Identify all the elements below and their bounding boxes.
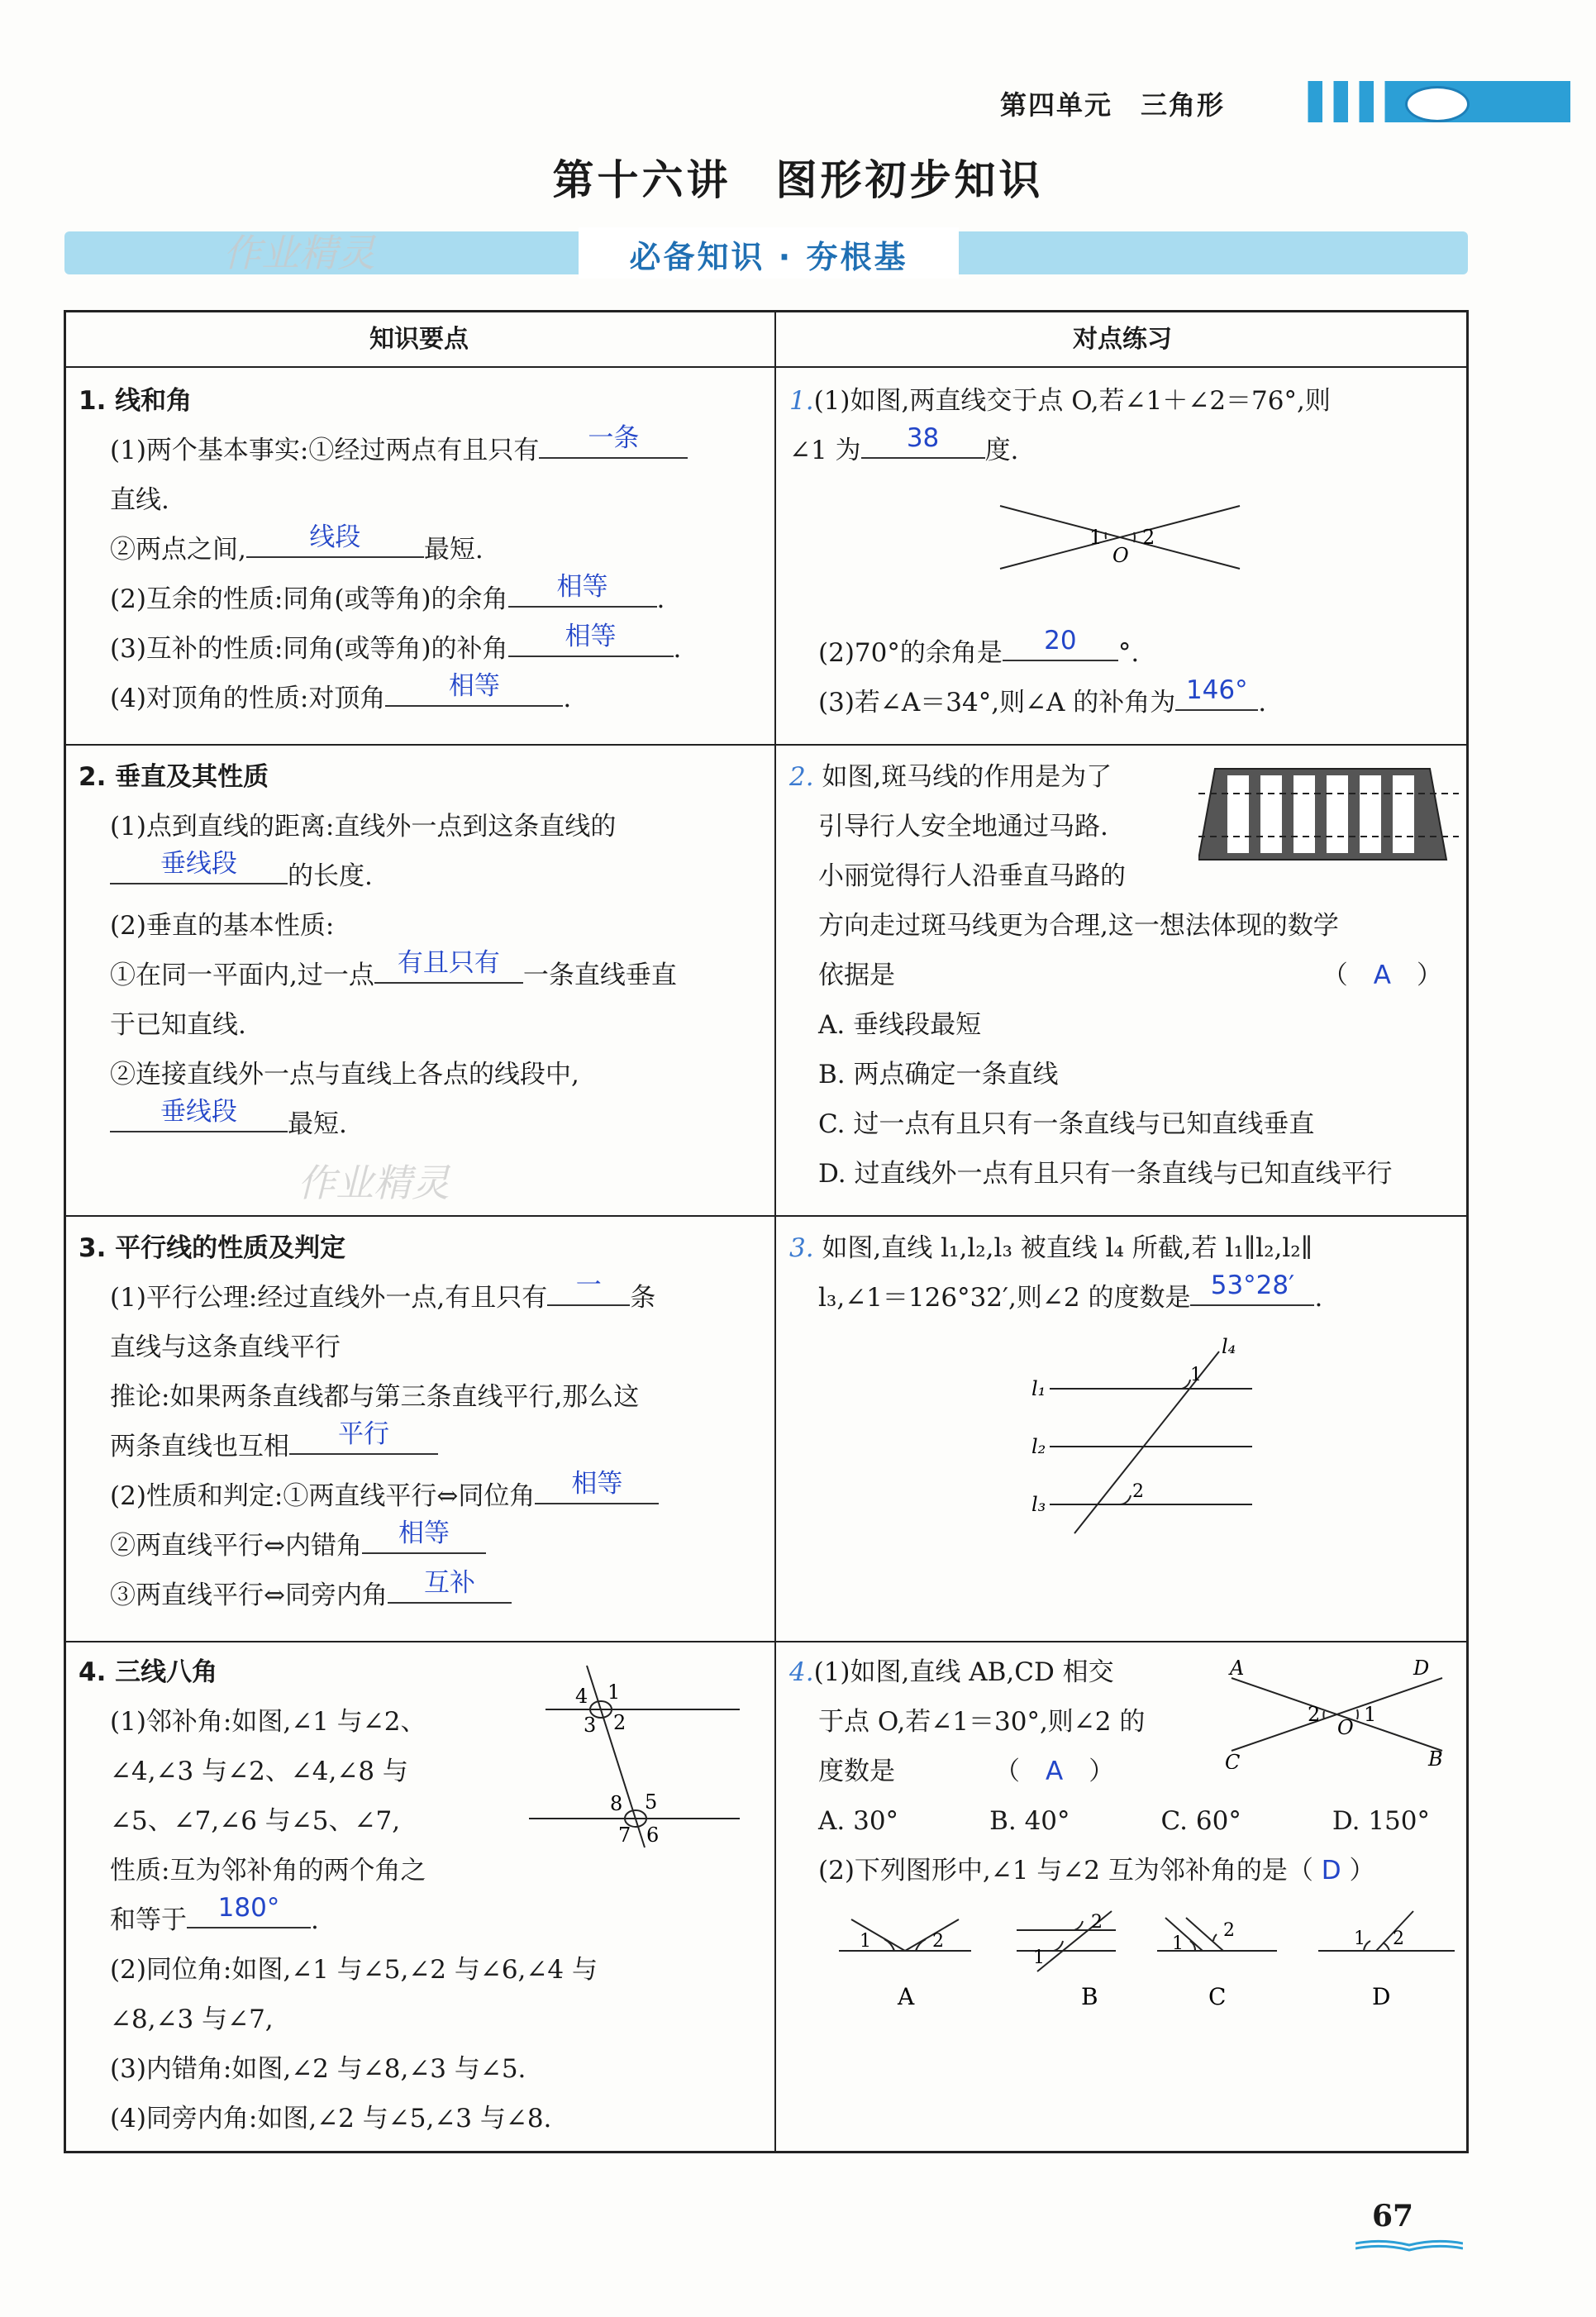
fig-label: l₂ <box>1031 1435 1046 1458</box>
fig-label: C <box>1225 1751 1241 1769</box>
option-label: A <box>898 1983 915 2010</box>
answer-blank[interactable]: 相等 <box>385 675 563 707</box>
fig-label: 6 <box>646 1824 660 1847</box>
fig-label: 7 <box>618 1824 631 1847</box>
parallel-lines-figure <box>1025 1335 1273 1542</box>
header-knowledge: 知识要点 <box>369 325 469 354</box>
fig-label: D <box>1413 1657 1430 1680</box>
fig-label: 3 <box>584 1714 597 1737</box>
row-divider <box>64 1215 1469 1217</box>
lecture-title: 第十六讲 图形初步知识 <box>552 155 1044 204</box>
column-divider <box>774 310 776 2153</box>
svg-text:2: 2 <box>1393 1928 1404 1949</box>
section-2: 2. 垂直及其性质 (1)点到直线的距离:直线外一点到这条直线的 垂线段 的长度. (2)垂直的基本性质: ①在同一平面内,过一点 有且只有 一条直线垂直 于已知直线. ②连接直线外一点与直线上各点的线段中, 垂线段 最短. <box>79 762 677 1139</box>
section-4: 4. 三线八角 (1)邻补角:如图,∠1 与∠2、 ∠4,∠3 与∠2、∠4,∠8 与 ∠5、∠7,∠6 与∠5、∠7, 性质:互为邻补角的两个角之 和等于 180° . (2)同位角:如图,∠1 与∠5,∠2 与∠6,∠4 与 ∠8,∠3 与∠7, (3)内错角:如图,∠2 与∠8,∠3 与∠5. (4)同旁内角:如图,∠2 与∠5,∠3 与∠8. <box>79 1657 598 2133</box>
choice-answer: A <box>1373 961 1391 990</box>
fig-label: 5 <box>645 1790 658 1814</box>
fig-label: 1 <box>607 1681 621 1704</box>
fig-label: 4 <box>575 1685 588 1708</box>
svg-text:2: 2 <box>932 1931 944 1952</box>
fig-label: 2 <box>613 1711 626 1734</box>
fig-label: 2 <box>1142 526 1155 549</box>
page-number: 67 <box>1372 2199 1414 2234</box>
fig-label: l₄ <box>1222 1335 1236 1358</box>
section-3: 3. 平行线的性质及判定 (1)平行公理:经过直线外一点,有且只有 一 条 直线与这条直线平行 推论:如果两条直线都与第三条直线平行,那么这 两条直线也互相 平行 (2)性质和判定:①两直线平行⇔同位角 相等 ②两直线平行⇔内错角 相等 ③两直线平行⇔同旁内角 互补 <box>79 1223 765 1620</box>
question-1-parts: (2)70°的余角是 20 °. (3)若∠A＝34°,则∠A 的补角为 146° . <box>818 626 1267 718</box>
book-icon <box>1355 2238 1463 2253</box>
fig-label: 2 <box>1132 1481 1144 1502</box>
row-divider <box>64 366 1469 368</box>
watermark: 作业精灵 <box>298 1161 450 1205</box>
answer-blank[interactable]: 一 <box>547 1275 630 1306</box>
answer-blank[interactable]: 相等 <box>508 576 657 608</box>
svg-text:1: 1 <box>1354 1928 1365 1949</box>
answer-blank[interactable]: 相等 <box>362 1523 486 1554</box>
option-label: D <box>1372 1983 1391 2010</box>
choice-answer: D <box>1321 1856 1341 1886</box>
answer-blank[interactable]: 垂线段 <box>110 1101 288 1132</box>
fig-label: l₃ <box>1031 1493 1046 1516</box>
option-c: C. 过一点有且只有一条直线与已知直线垂直 <box>818 1109 1315 1139</box>
row-divider <box>64 744 1469 746</box>
answer-blank[interactable]: 线段 <box>246 527 424 558</box>
fig-label: A <box>1230 1657 1245 1680</box>
watermark: 作业精灵 <box>223 231 375 275</box>
fig-label: O <box>1112 544 1129 567</box>
unit-title: 第四单元 三角形 <box>1000 89 1226 121</box>
fig-label: 2 <box>1308 1703 1321 1726</box>
svg-text:1: 1 <box>860 1931 871 1952</box>
option-b: B. 40° <box>989 1806 1070 1836</box>
answer-blank[interactable]: 平行 <box>289 1423 438 1455</box>
question-4: 4.(1)如图,直线 AB,CD 相交 于点 O,若∠1＝30°,则∠2 的 度数是 （ A ） A. 30° B. 40° C. 60° D. 150° (2)下列图形中,∠1 与∠2 互为邻补角的是（ D ） <box>789 1657 1430 1886</box>
answer-blank[interactable]: 53°28′ <box>1190 1275 1314 1306</box>
option-d: D. 过直线外一点有且只有一条直线与已知直线平行 <box>818 1159 1393 1189</box>
svg-text:1: 1 <box>1033 1948 1045 1968</box>
svg-text:2: 2 <box>1091 1912 1103 1933</box>
choice-answer: A <box>1046 1757 1064 1786</box>
option-label: C <box>1208 1983 1227 2010</box>
zebra-crossing-figure <box>1198 760 1463 868</box>
banner-text: 必备知识 · 夯根基 <box>629 239 908 275</box>
adjacent-angle-options-figure <box>835 1901 1463 2017</box>
option-a: A. 垂线段最短 <box>818 1010 982 1040</box>
question-3: 3. 如图,直线 l₁,l₂,l₃ 被直线 l₄ 所截,若 l₁∥l₂,l₂∥ l₃,∠1＝126°32′,则∠2 的度数是 53°28′ . <box>789 1233 1323 1313</box>
answer-blank[interactable]: 互补 <box>388 1572 512 1604</box>
question-2: 2. 如图,斑马线的作用是为了 引导行人安全地通过马路. 小丽觉得行人沿垂直马路的 方向走过斑马线更为合理,这一想法体现的数学 依据是 （ A ） A. 垂线段最短 B. 两点确定一条直线 C. 过一点有且只有一条直线与已知直线垂直 D. 过直线外一点有且只有一条直线与已知直线平行 <box>789 752 1459 1199</box>
fig-label: l₁ <box>1031 1377 1046 1400</box>
svg-text:2: 2 <box>1223 1920 1235 1941</box>
answer-blank[interactable]: 146° <box>1175 679 1258 711</box>
header-logo <box>1405 86 1470 122</box>
option-b: B. 两点确定一条直线 <box>818 1060 1059 1089</box>
answer-blank[interactable]: 38 <box>861 427 985 459</box>
answer-blank[interactable]: 一条 <box>539 427 688 459</box>
answer-blank[interactable]: 相等 <box>535 1473 659 1504</box>
intersecting-lines-figure <box>992 496 1256 579</box>
answer-blank[interactable]: 20 <box>1003 630 1118 661</box>
answer-blank[interactable]: 垂线段 <box>110 853 288 884</box>
section-1: 1. 线和角 (1)两个基本事实:①经过两点有且只有 一条 直线. ②两点之间, 线段 最短. (2)互余的性质:同角(或等角)的余角 相等 . (3)互补的性质:同角(或等角)的补角 相等 . (4)对顶角的性质:对顶角 相等 . <box>79 376 765 723</box>
ab-cd-intersect-figure <box>1215 1653 1463 1769</box>
svg-text:1: 1 <box>1172 1933 1184 1954</box>
row-divider <box>64 1641 1469 1642</box>
fig-label: 8 <box>610 1792 623 1815</box>
option-d: D. 150° <box>1332 1806 1430 1836</box>
question-1: 1.(1)如图,两直线交于点 O,若∠1＋∠2＝76°,则 ∠1 为 38 度. <box>789 386 1331 465</box>
fig-label: 1 <box>1190 1365 1202 1385</box>
section-title: 1. 线和角 <box>79 386 193 416</box>
fig-label: O <box>1337 1716 1354 1739</box>
option-a: A. 30° <box>818 1806 899 1836</box>
option-c: C. 60° <box>1160 1806 1241 1836</box>
three-lines-eight-angles-figure <box>521 1653 752 1852</box>
answer-blank[interactable]: 相等 <box>508 626 674 657</box>
fig-label: 1 <box>1089 526 1103 549</box>
fig-label: B <box>1428 1747 1443 1769</box>
answer-blank[interactable]: 有且只有 <box>374 952 523 984</box>
option-label: B <box>1081 1983 1098 2010</box>
answer-blank[interactable]: 180° <box>187 1897 311 1928</box>
header-practice: 对点练习 <box>1073 325 1172 354</box>
fig-label: 1 <box>1364 1703 1377 1726</box>
